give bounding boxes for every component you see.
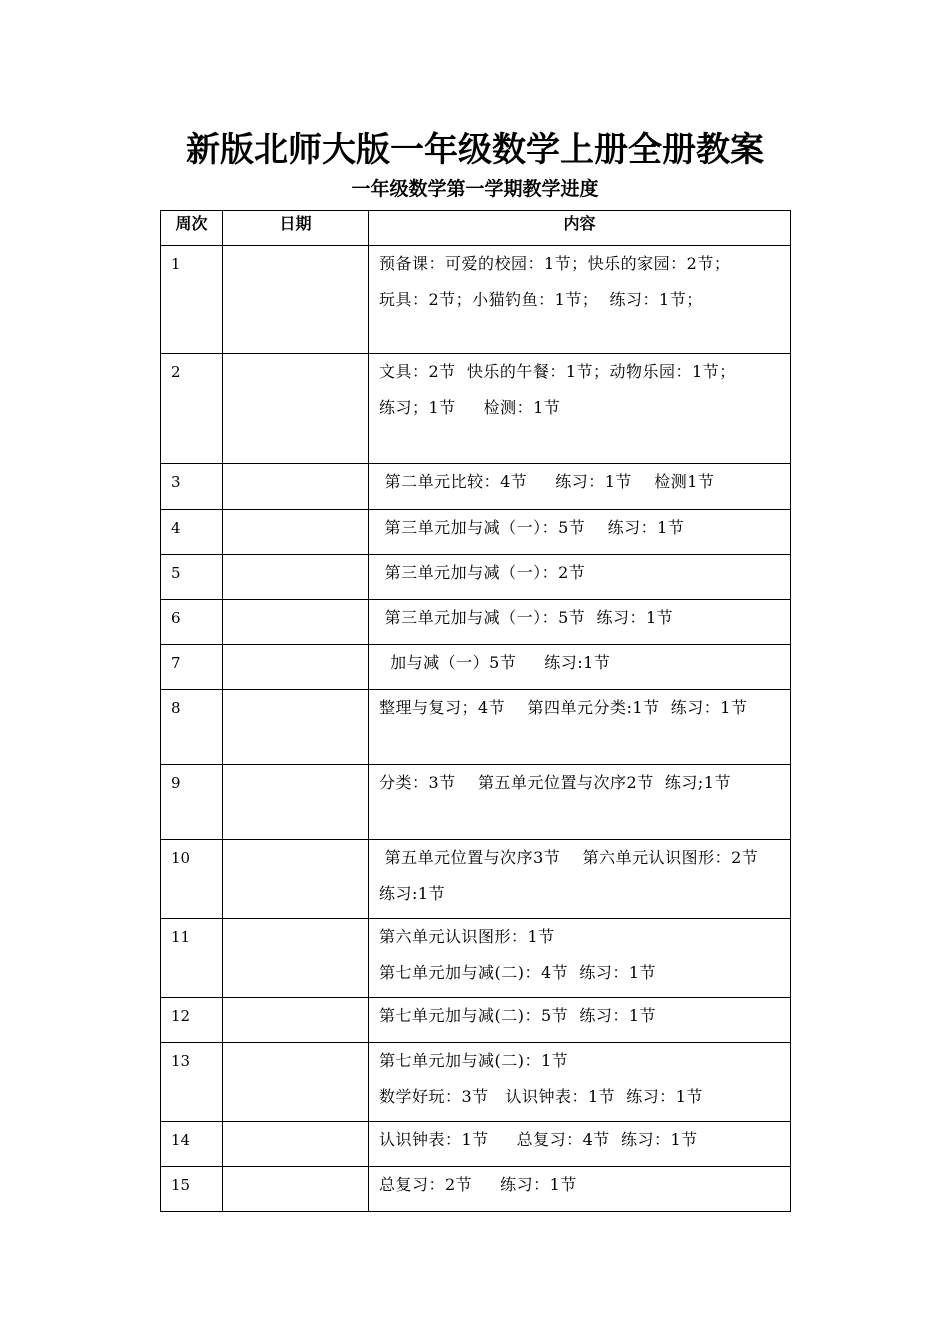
date-cell bbox=[223, 510, 369, 555]
content-line: 第二单元比较：4节 练习：1节 检测1节 bbox=[379, 472, 715, 491]
table-row bbox=[161, 464, 791, 510]
week-cell: 7 bbox=[161, 645, 223, 690]
content-cell bbox=[369, 645, 791, 690]
document-title: 新版北师大版一年级数学上册全册教案 bbox=[186, 130, 764, 170]
date-cell bbox=[223, 998, 369, 1043]
table-row bbox=[161, 600, 791, 645]
week-cell: 11 bbox=[161, 919, 223, 998]
table-row bbox=[161, 246, 791, 354]
date-cell bbox=[223, 645, 369, 690]
table-row bbox=[161, 1043, 791, 1122]
content-line: 玩具：2节；小猫钓鱼：1节； 练习：1节； bbox=[379, 290, 703, 309]
date-cell bbox=[223, 919, 369, 998]
content-line: 第七单元加与减(二)：5节 练习：1节 bbox=[379, 1006, 657, 1025]
table-row bbox=[161, 510, 791, 555]
table-header-row bbox=[161, 211, 791, 246]
week-cell: 4 bbox=[161, 510, 223, 555]
week-cell: 13 bbox=[161, 1043, 223, 1122]
header-week: 周次 bbox=[161, 211, 223, 246]
content-line: 第七单元加与减(二)：4节 练习：1节 bbox=[379, 963, 657, 982]
content-line: 第三单元加与减（一）：5节 练习：1节 bbox=[379, 518, 685, 537]
week-cell: 2 bbox=[161, 354, 223, 464]
date-cell bbox=[223, 246, 369, 354]
content-cell bbox=[369, 354, 791, 464]
table-row bbox=[161, 690, 791, 765]
content-line: 加与减（一）5节 练习:1节 bbox=[379, 653, 611, 672]
content-line: 练习；1节 检测：1节 bbox=[379, 398, 561, 417]
content-cell bbox=[369, 690, 791, 765]
table-row bbox=[161, 555, 791, 600]
date-cell bbox=[223, 840, 369, 919]
table-row bbox=[161, 840, 791, 919]
table-row bbox=[161, 1167, 791, 1212]
content-line: 总复习：2节 练习：1节 bbox=[379, 1175, 577, 1194]
content-line: 第三单元加与减（一）：5节 练习：1节 bbox=[379, 608, 674, 627]
week-cell: 12 bbox=[161, 998, 223, 1043]
week-cell: 9 bbox=[161, 765, 223, 840]
schedule-body bbox=[161, 246, 791, 1212]
header-content: 内容 bbox=[369, 211, 791, 246]
date-cell bbox=[223, 555, 369, 600]
date-cell bbox=[223, 765, 369, 840]
date-cell bbox=[223, 1043, 369, 1122]
document-subtitle: 一年级数学第一学期教学进度 bbox=[351, 178, 599, 200]
date-cell bbox=[223, 690, 369, 765]
content-cell bbox=[369, 840, 791, 919]
content-cell bbox=[369, 464, 791, 510]
date-cell bbox=[223, 1122, 369, 1167]
header-date: 日期 bbox=[223, 211, 369, 246]
content-line: 第七单元加与减(二)：1节 bbox=[379, 1051, 569, 1070]
content-line: 第三单元加与减（一）：2节 bbox=[379, 563, 586, 582]
content-cell bbox=[369, 1122, 791, 1167]
content-line: 文具：2节 快乐的午餐：1节；动物乐园：1节； bbox=[379, 362, 736, 381]
table-row bbox=[161, 765, 791, 840]
week-cell: 5 bbox=[161, 555, 223, 600]
table-row bbox=[161, 1122, 791, 1167]
table-row bbox=[161, 645, 791, 690]
content-cell bbox=[369, 765, 791, 840]
content-line: 预备课：可爱的校园：1节；快乐的家园：2节； bbox=[379, 254, 731, 273]
content-cell bbox=[369, 1167, 791, 1212]
table-row bbox=[161, 354, 791, 464]
content-cell bbox=[369, 600, 791, 645]
content-line: 数学好玩：3节 认识钟表：1节 练习：1节 bbox=[379, 1087, 703, 1106]
date-cell bbox=[223, 464, 369, 510]
content-cell bbox=[369, 919, 791, 998]
table-row bbox=[161, 919, 791, 998]
content-line: 认识钟表：1节 总复习：4节 练习：1节 bbox=[379, 1130, 698, 1149]
content-cell bbox=[369, 510, 791, 555]
date-cell bbox=[223, 1167, 369, 1212]
week-cell: 15 bbox=[161, 1167, 223, 1212]
week-cell: 1 bbox=[161, 246, 223, 354]
content-line: 分类：3节 第五单元位置与次序2节 练习;1节 bbox=[379, 773, 731, 792]
content-cell bbox=[369, 1043, 791, 1122]
week-cell: 10 bbox=[161, 840, 223, 919]
content-line: 整理与复习；4节 第四单元分类:1节 练习：1节 bbox=[379, 698, 748, 717]
content-cell bbox=[369, 555, 791, 600]
date-cell bbox=[223, 600, 369, 645]
schedule-table bbox=[160, 210, 791, 1212]
week-cell: 6 bbox=[161, 600, 223, 645]
content-line: 第五单元位置与次序3节 第六单元认识图形：2节 练习:1节 bbox=[379, 848, 770, 903]
content-cell bbox=[369, 246, 791, 354]
week-cell: 8 bbox=[161, 690, 223, 765]
week-cell: 3 bbox=[161, 464, 223, 510]
table-row bbox=[161, 998, 791, 1043]
week-cell: 14 bbox=[161, 1122, 223, 1167]
date-cell bbox=[223, 354, 369, 464]
content-cell bbox=[369, 998, 791, 1043]
content-line: 第六单元认识图形：1节 bbox=[379, 927, 555, 946]
